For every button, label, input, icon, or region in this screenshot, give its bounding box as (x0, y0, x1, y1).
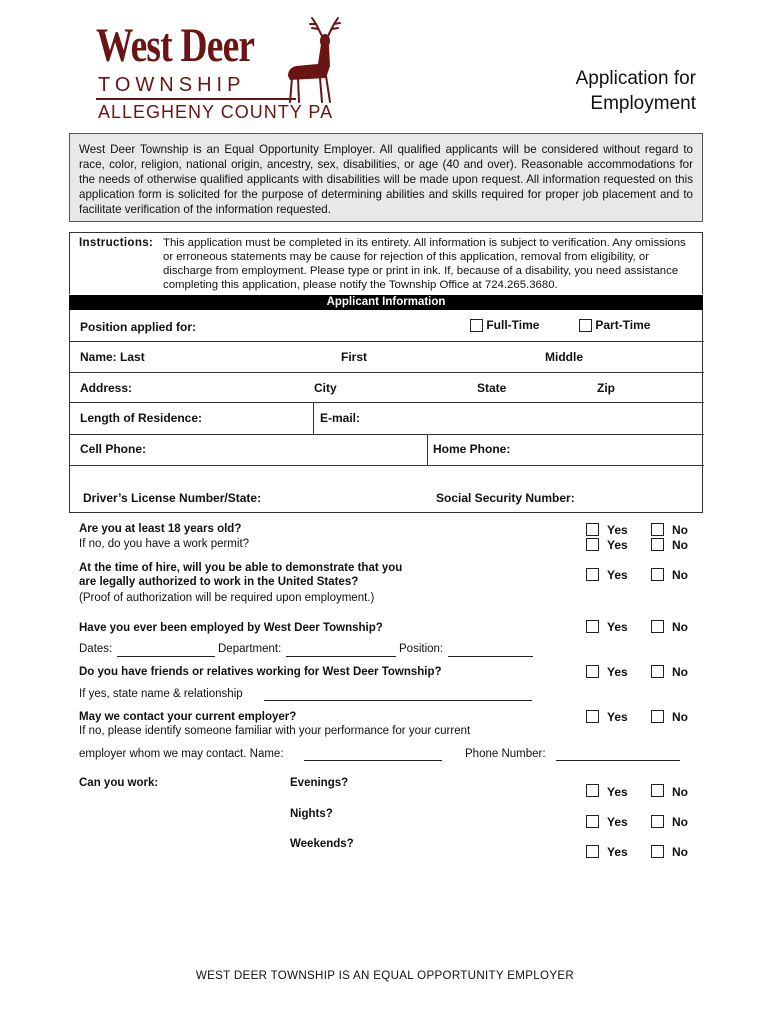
phone-number-label: Phone Number: (465, 748, 546, 760)
residence-label: Length of Residence: (80, 411, 203, 425)
relatives-no-checkbox[interactable] (651, 665, 664, 678)
contact-name-label: employer whom we may contact. Name: (79, 748, 284, 760)
authorization-no-checkbox[interactable] (651, 568, 664, 581)
part-time-option[interactable] (579, 318, 650, 332)
logo-divider (96, 98, 296, 100)
address-label: Address: (80, 381, 133, 395)
name-middle-label: Middle (545, 350, 583, 364)
age-no-checkbox[interactable] (651, 523, 664, 536)
question-employed: Have you ever been employed by West Deer Township? (79, 622, 383, 634)
column-divider (313, 402, 314, 434)
authorization-note: (Proof of authorization will be required upon employment.) (79, 592, 375, 604)
instructions-label: Instructions: (79, 236, 154, 249)
weekends-no-checkbox[interactable] (651, 845, 664, 858)
no-label: No (672, 665, 688, 679)
weekends-label: Weekends? (290, 838, 354, 850)
yes-label: Yes (607, 538, 628, 552)
footer-eeo: WEST DEER TOWNSHIP IS AN EQUAL OPPORTUNITY EMPLOYER (195, 969, 575, 982)
part-time-checkbox[interactable] (579, 319, 592, 332)
cell-phone-label: Cell Phone: (80, 442, 147, 456)
city-label: City (314, 381, 337, 395)
row-divider (70, 434, 704, 435)
nights-yes-checkbox[interactable] (586, 815, 599, 828)
full-time-option[interactable] (470, 318, 539, 332)
row-divider (70, 402, 704, 403)
ssn-label: Social Security Number: (436, 491, 575, 505)
yes-label: Yes (607, 845, 628, 859)
yes-label: Yes (607, 620, 628, 634)
nights-no-checkbox[interactable] (651, 815, 664, 828)
position-label-prior: Position: (399, 643, 444, 655)
no-label: No (672, 523, 688, 537)
instructions-box (69, 232, 703, 294)
home-phone-label: Home Phone: (433, 442, 511, 456)
logo-county: ALLEGHENY COUNTY PA (98, 102, 334, 122)
page-title (496, 66, 696, 116)
department-field[interactable] (286, 656, 396, 657)
township-logo (92, 16, 357, 122)
full-time-checkbox[interactable] (470, 319, 483, 332)
contact-no-checkbox[interactable] (651, 710, 664, 723)
position-field[interactable] (448, 656, 533, 657)
no-label: No (672, 568, 688, 582)
question-authorization-2: are legally authorized to work in the United States? (79, 576, 359, 588)
name-last-label: Name: Last (80, 350, 145, 364)
question-age: Are you at least 18 years old? (79, 523, 242, 535)
no-label: No (672, 620, 688, 634)
no-label: No (672, 538, 688, 552)
authorization-yes-checkbox[interactable] (586, 568, 599, 581)
question-contact: May we contact your current employer? (79, 711, 297, 723)
license-label: Driver’s License Number/State: (83, 491, 262, 505)
evenings-no-checkbox[interactable] (651, 784, 664, 797)
email-label: E-mail: (320, 411, 361, 425)
yes-label: Yes (607, 785, 628, 799)
weekends-yes-checkbox[interactable] (586, 845, 599, 858)
state-label: State (477, 381, 507, 395)
permit-yes-checkbox[interactable] (586, 538, 599, 551)
question-relatives: Do you have friends or relatives working for West Deer Township? (79, 666, 442, 678)
no-label: No (672, 710, 688, 724)
evenings-yes-checkbox[interactable] (586, 784, 599, 797)
name-first-label: First (341, 350, 368, 364)
yes-label: Yes (607, 665, 628, 679)
no-label: No (672, 815, 688, 829)
logo-subtitle: TOWNSHIP (98, 74, 246, 96)
row-divider (70, 465, 704, 466)
employed-yes-checkbox[interactable] (586, 620, 599, 633)
employed-no-checkbox[interactable] (651, 620, 664, 633)
eeo-statement: West Deer Township is an Equal Opportunity Employer. All qualified applicants will be considered without regard to race, color, religion, national origin, ancestry, sex, disabilities, or age (40 and over). Reasonable accommodations for the needs of otherwise qualified applicants with disabilities will be made upon request. All information requested on this application form is solicited for the purpose of determining abilities and skills required for proper job placement and to facilitate verification of the information requested. (69, 133, 703, 222)
relatives-yes-checkbox[interactable] (586, 665, 599, 678)
dates-field[interactable] (117, 656, 215, 657)
yes-label: Yes (607, 523, 628, 537)
question-authorization-1: At the time of hire, will you be able to demonstrate that you (79, 562, 403, 574)
department-label: Department: (218, 643, 282, 655)
phone-number-field[interactable] (556, 760, 680, 761)
contact-name-field[interactable] (304, 760, 442, 761)
yes-label: Yes (607, 568, 628, 582)
no-label: No (672, 845, 688, 859)
yes-label: Yes (607, 710, 628, 724)
relatives-note: If yes, state name & relationship (79, 688, 243, 700)
full-time-label: Full-Time (486, 318, 540, 332)
applicant-info-grid (69, 310, 703, 513)
part-time-label: Part-Time (595, 318, 651, 332)
no-label: No (672, 785, 688, 799)
row-divider (70, 341, 704, 342)
page-title-line2: Employment (590, 93, 696, 114)
yes-label: Yes (607, 815, 628, 829)
deer-icon (282, 16, 357, 104)
age-yes-checkbox[interactable] (586, 523, 599, 536)
permit-no-checkbox[interactable] (651, 538, 664, 551)
dates-label: Dates: (79, 643, 113, 655)
row-divider (70, 372, 704, 373)
logo-title: West Deer (96, 19, 255, 72)
contact-note: If no, please identify someone familiar with your performance for your current (79, 725, 471, 737)
can-work-label: Can you work: (79, 777, 159, 789)
column-divider (427, 434, 428, 465)
section-header: Applicant Information (69, 295, 703, 310)
zip-label: Zip (597, 381, 615, 395)
position-label: Position applied for: (80, 320, 196, 334)
contact-yes-checkbox[interactable] (586, 710, 599, 723)
relatives-field[interactable] (264, 700, 532, 701)
nights-label: Nights? (290, 808, 333, 820)
evenings-label: Evenings? (290, 777, 349, 789)
page-title-line1: Application for (575, 68, 696, 89)
instructions-text: This application must be completed in its entirety. All information is subject to verification. Any omissions or erroneous statements may be cause for rejection of this application, removal from eligibility, or discharge from employment. Please type or print in ink. If, because of a disability, you need assistance completing this application, please notify the Township Office at 724.265.3680. (163, 237, 686, 291)
question-permit: If no, do you have a work permit? (79, 538, 250, 550)
